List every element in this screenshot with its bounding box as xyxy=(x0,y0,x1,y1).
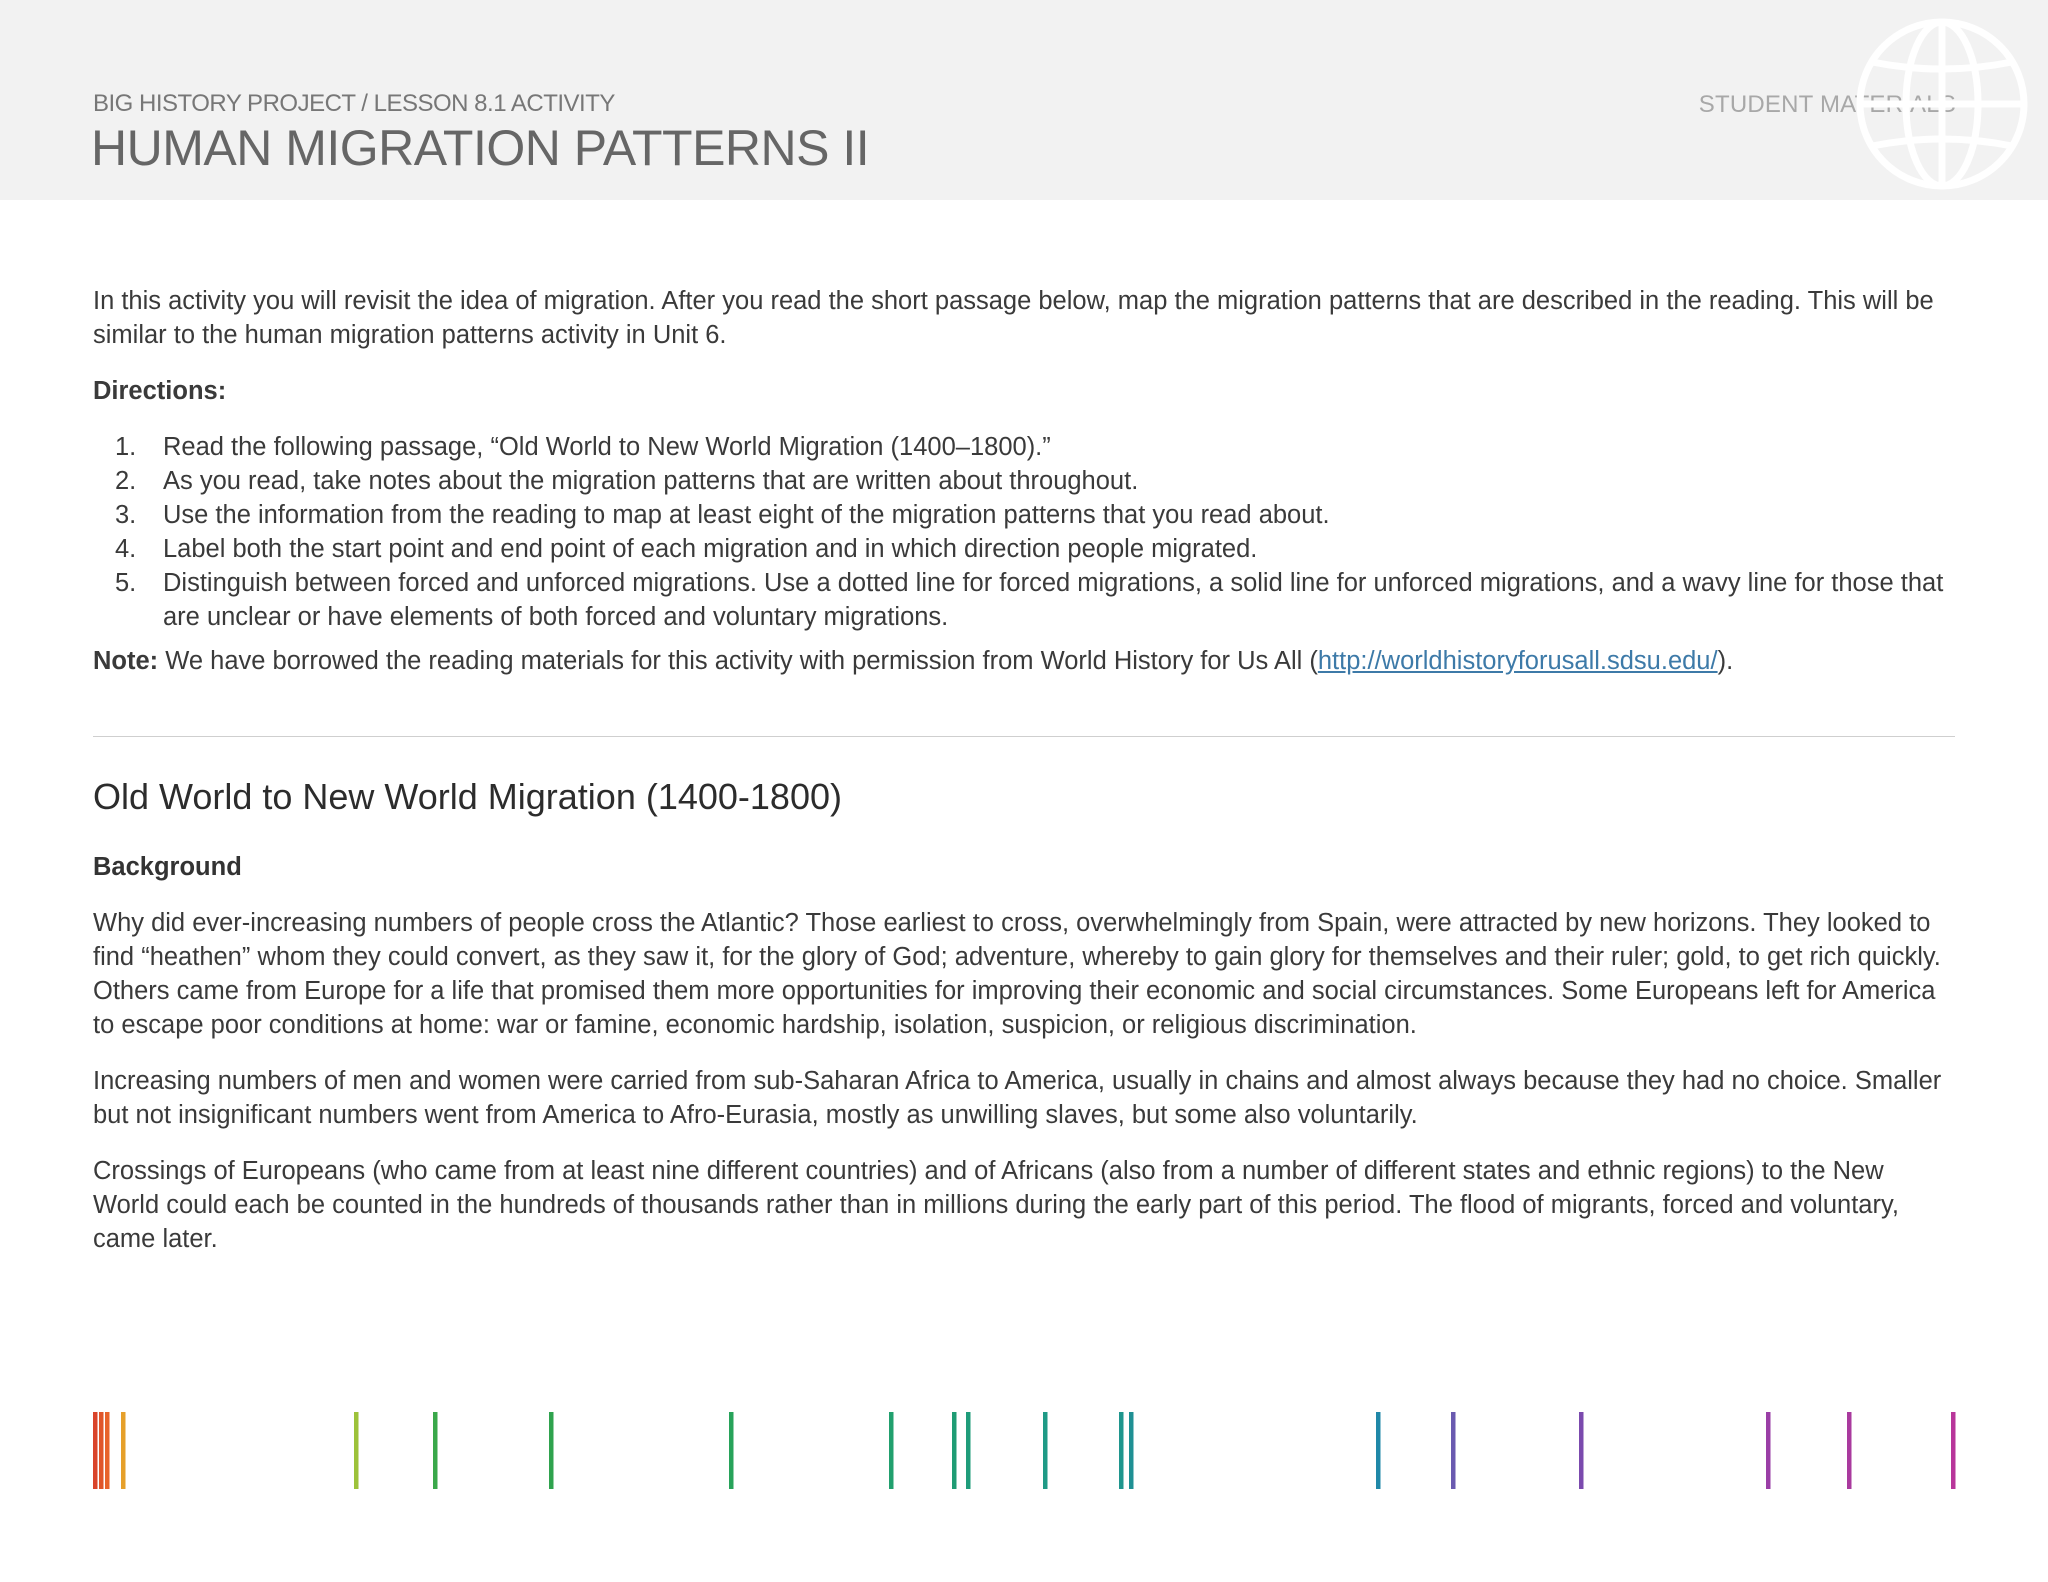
footer-stripe xyxy=(549,1412,554,1489)
directions-heading: Directions: xyxy=(93,377,227,405)
footer-stripe xyxy=(433,1412,438,1489)
footer-stripe xyxy=(952,1412,957,1489)
globe-icon xyxy=(1852,14,2032,194)
list-item xyxy=(93,566,1955,634)
footer-stripe xyxy=(1951,1412,1956,1489)
footer-stripe xyxy=(1766,1412,1771,1489)
passage-paragraph: Increasing numbers of men and women were carried from sub-Saharan Africa to America, usually in chains and almost always because they had no choice. Smaller but not insignificant numbers went from America to Afro-Eurasia, mostly as unwilling slaves, but some also voluntarily. xyxy=(93,1067,1942,1129)
footer-stripe xyxy=(889,1412,894,1489)
list-item xyxy=(93,532,1955,566)
list-item xyxy=(93,498,1955,532)
footer-stripe xyxy=(1579,1412,1584,1489)
list-item-number: 1. xyxy=(115,433,137,461)
note-text: We have borrowed the reading materials for this activity with permission from World History for Us All ( xyxy=(158,647,1318,675)
reading-passage xyxy=(93,772,1955,1278)
footer-stripe xyxy=(354,1412,359,1489)
note-text-end: ). xyxy=(1717,647,1734,675)
footer-stripe xyxy=(1847,1412,1852,1489)
footer-stripes xyxy=(0,1400,2048,1500)
footer-stripe xyxy=(966,1412,971,1489)
lesson-eyebrow: BIG HISTORY PROJECT / LESSON 8.1 ACTIVITY xyxy=(93,90,615,117)
list-item-number: 4. xyxy=(115,535,137,563)
page-header xyxy=(0,0,2048,200)
footer-stripe xyxy=(1119,1412,1124,1489)
footer-stripe xyxy=(1043,1412,1048,1489)
activity-instructions xyxy=(93,284,1955,678)
list-item xyxy=(93,430,1955,464)
list-item xyxy=(93,464,1955,498)
section-subtitle: Background xyxy=(93,853,242,881)
list-item-text: Use the information from the reading to map at least eight of the migration patterns that you read about. xyxy=(163,501,1330,529)
footer-stripe xyxy=(1376,1412,1381,1489)
note-label: Note: xyxy=(93,647,159,675)
list-item-number: 2. xyxy=(115,467,137,495)
source-link[interactable]: http://worldhistoryforusall.sdsu.edu/ xyxy=(1317,647,1718,675)
section-title: Old World to New World Migration (1400-1800) xyxy=(93,776,842,817)
list-item-text: As you read, take notes about the migration patterns that are written about throughout. xyxy=(163,467,1139,495)
footer-stripe xyxy=(99,1412,104,1489)
footer-stripe xyxy=(1129,1412,1134,1489)
section-divider xyxy=(93,736,1955,737)
footer-stripe xyxy=(105,1412,110,1489)
list-item-text: Label both the start point and end point of each migration and in which direction people migrated. xyxy=(163,535,1258,563)
page-title: HUMAN MIGRATION PATTERNS II xyxy=(91,120,870,176)
passage-paragraph: Why did ever-increasing numbers of people cross the Atlantic? Those earliest to cross, overwhelmingly from Spain, were attracted by new horizons. They looked to find “heathen” whom they could convert, as they saw it, for the glory of God; adventure, whereby to gain glory for themselves and their ruler; gold, to get rich quickly. Others came from Europe for a life that promised them more opportunities for improving their economic and social circumstances. Some Europeans left for America to escape poor conditions at home: war or famine, economic hardship, isolation, suspicion, or religious discrimination. xyxy=(93,909,1941,1039)
list-item-text: Read the following passage, “Old World to New World Migration (1400–1800).” xyxy=(163,433,1051,461)
intro-paragraph: In this activity you will revisit the idea of migration. After you read the short passage below, map the migration patterns that are described in the reading. This will be similar to the human migration patterns activity in Unit 6. xyxy=(93,287,1934,349)
list-item-text: Distinguish between forced and unforced migrations. Use a dotted line for forced migrations, a solid line for unforced migrations, and a wavy line for those that are unclear or have elements of both forced and voluntary migrations. xyxy=(163,569,1944,631)
list-item-number: 5. xyxy=(115,569,137,597)
list-item-number: 3. xyxy=(115,501,137,529)
note-paragraph xyxy=(93,644,1955,678)
passage-paragraph: Crossings of Europeans (who came from at least nine different countries) and of Africans (also from a number of different states and ethnic regions) to the New World could each be counted in the hundreds of thousands rather than in millions during the early part of this period. The flood of migrants, forced and voluntary, came later. xyxy=(93,1157,1899,1253)
footer-stripe xyxy=(729,1412,734,1489)
footer-stripe xyxy=(93,1412,98,1489)
directions-list xyxy=(93,430,1955,634)
student-materials-label: STUDENT MATERIALS xyxy=(1698,91,1956,118)
footer-stripe xyxy=(121,1412,126,1489)
footer-stripe xyxy=(1451,1412,1456,1489)
